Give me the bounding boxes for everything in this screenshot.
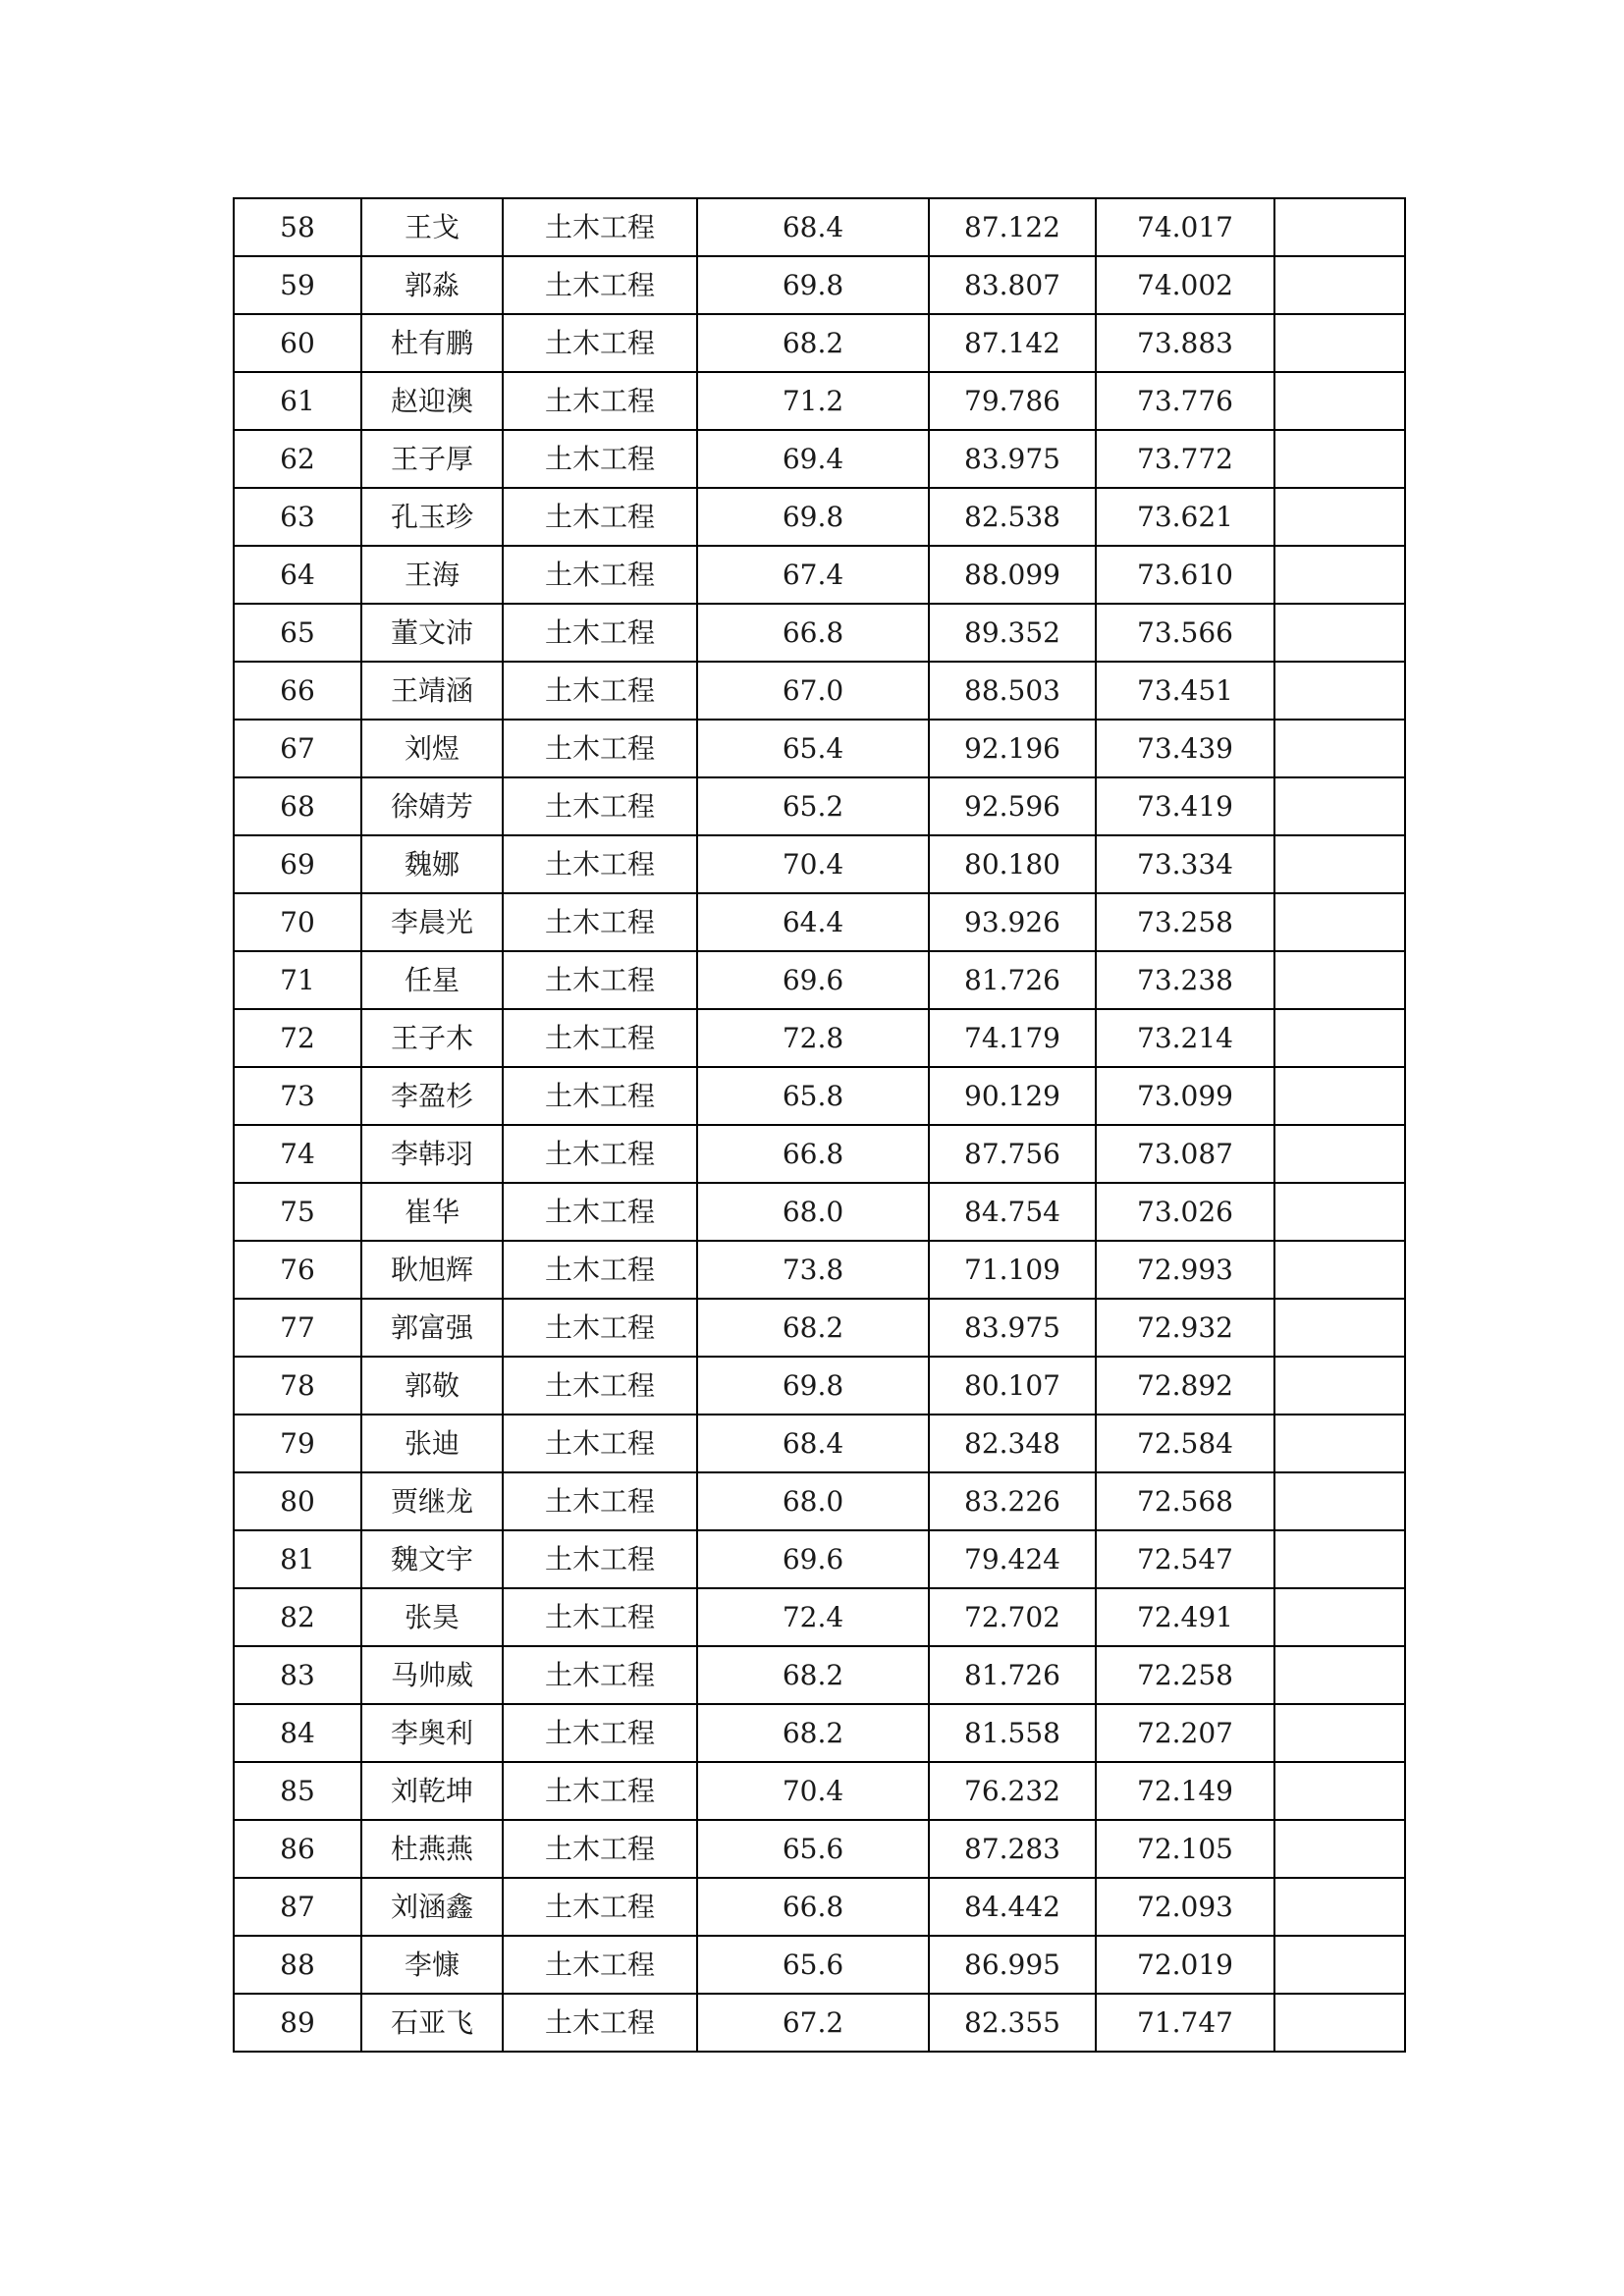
score-1-cell: 71.2 bbox=[697, 372, 929, 430]
score-1-cell: 72.8 bbox=[697, 1009, 929, 1067]
name-cell: 石亚飞 bbox=[361, 1994, 503, 2052]
note-cell bbox=[1274, 314, 1405, 372]
name-cell: 孔玉珍 bbox=[361, 488, 503, 546]
name-cell: 任星 bbox=[361, 951, 503, 1009]
score-2-cell: 83.226 bbox=[929, 1472, 1096, 1530]
major-cell: 土木工程 bbox=[503, 372, 697, 430]
table-row bbox=[234, 835, 1405, 893]
total-score-cell: 73.026 bbox=[1096, 1183, 1274, 1241]
total-score-cell: 73.419 bbox=[1096, 777, 1274, 835]
major-cell: 土木工程 bbox=[503, 1878, 697, 1936]
note-cell bbox=[1274, 1183, 1405, 1241]
major-cell: 土木工程 bbox=[503, 1183, 697, 1241]
score-2-cell: 86.995 bbox=[929, 1936, 1096, 1994]
name-cell: 崔华 bbox=[361, 1183, 503, 1241]
score-1-cell: 67.0 bbox=[697, 662, 929, 720]
total-score-cell: 72.093 bbox=[1096, 1878, 1274, 1936]
score-2-cell: 92.596 bbox=[929, 777, 1096, 835]
note-cell bbox=[1274, 1357, 1405, 1415]
row-number-cell: 68 bbox=[234, 777, 361, 835]
table-row bbox=[234, 720, 1405, 777]
score-2-cell: 80.107 bbox=[929, 1357, 1096, 1415]
table-row bbox=[234, 198, 1405, 256]
note-cell bbox=[1274, 1704, 1405, 1762]
score-1-cell: 65.4 bbox=[697, 720, 929, 777]
table-row bbox=[234, 604, 1405, 662]
note-cell bbox=[1274, 1820, 1405, 1878]
row-number-cell: 60 bbox=[234, 314, 361, 372]
major-cell: 土木工程 bbox=[503, 1299, 697, 1357]
note-cell bbox=[1274, 951, 1405, 1009]
row-number-cell: 79 bbox=[234, 1415, 361, 1472]
name-cell: 张迪 bbox=[361, 1415, 503, 1472]
name-cell: 魏文宇 bbox=[361, 1530, 503, 1588]
total-score-cell: 73.451 bbox=[1096, 662, 1274, 720]
name-cell: 杜燕燕 bbox=[361, 1820, 503, 1878]
score-1-cell: 73.8 bbox=[697, 1241, 929, 1299]
note-cell bbox=[1274, 1530, 1405, 1588]
table-row bbox=[234, 1994, 1405, 2052]
score-2-cell: 82.348 bbox=[929, 1415, 1096, 1472]
score-2-cell: 84.754 bbox=[929, 1183, 1096, 1241]
table-row bbox=[234, 1530, 1405, 1588]
major-cell: 土木工程 bbox=[503, 1357, 697, 1415]
name-cell: 耿旭辉 bbox=[361, 1241, 503, 1299]
row-number-cell: 61 bbox=[234, 372, 361, 430]
score-table bbox=[233, 197, 1406, 2053]
score-1-cell: 70.4 bbox=[697, 1762, 929, 1820]
major-cell: 土木工程 bbox=[503, 893, 697, 951]
score-1-cell: 69.4 bbox=[697, 430, 929, 488]
row-number-cell: 77 bbox=[234, 1299, 361, 1357]
name-cell: 李盈杉 bbox=[361, 1067, 503, 1125]
major-cell: 土木工程 bbox=[503, 1530, 697, 1588]
score-1-cell: 69.8 bbox=[697, 256, 929, 314]
row-number-cell: 86 bbox=[234, 1820, 361, 1878]
score-1-cell: 67.4 bbox=[697, 546, 929, 604]
row-number-cell: 83 bbox=[234, 1646, 361, 1704]
name-cell: 李奥利 bbox=[361, 1704, 503, 1762]
row-number-cell: 71 bbox=[234, 951, 361, 1009]
score-2-cell: 87.122 bbox=[929, 198, 1096, 256]
major-cell: 土木工程 bbox=[503, 1936, 697, 1994]
total-score-cell: 74.017 bbox=[1096, 198, 1274, 256]
table-row bbox=[234, 1125, 1405, 1183]
row-number-cell: 64 bbox=[234, 546, 361, 604]
major-cell: 土木工程 bbox=[503, 604, 697, 662]
table-row bbox=[234, 1009, 1405, 1067]
name-cell: 刘涵鑫 bbox=[361, 1878, 503, 1936]
table-row bbox=[234, 546, 1405, 604]
name-cell: 徐婧芳 bbox=[361, 777, 503, 835]
score-2-cell: 71.109 bbox=[929, 1241, 1096, 1299]
total-score-cell: 74.002 bbox=[1096, 256, 1274, 314]
score-2-cell: 80.180 bbox=[929, 835, 1096, 893]
score-2-cell: 88.099 bbox=[929, 546, 1096, 604]
table-row bbox=[234, 1646, 1405, 1704]
note-cell bbox=[1274, 1125, 1405, 1183]
row-number-cell: 59 bbox=[234, 256, 361, 314]
total-score-cell: 72.547 bbox=[1096, 1530, 1274, 1588]
score-2-cell: 87.142 bbox=[929, 314, 1096, 372]
score-1-cell: 68.2 bbox=[697, 1646, 929, 1704]
score-2-cell: 81.558 bbox=[929, 1704, 1096, 1762]
score-2-cell: 76.232 bbox=[929, 1762, 1096, 1820]
total-score-cell: 73.258 bbox=[1096, 893, 1274, 951]
score-2-cell: 72.702 bbox=[929, 1588, 1096, 1646]
row-number-cell: 85 bbox=[234, 1762, 361, 1820]
note-cell bbox=[1274, 1994, 1405, 2052]
name-cell: 李慷 bbox=[361, 1936, 503, 1994]
row-number-cell: 69 bbox=[234, 835, 361, 893]
total-score-cell: 73.087 bbox=[1096, 1125, 1274, 1183]
major-cell: 土木工程 bbox=[503, 198, 697, 256]
note-cell bbox=[1274, 546, 1405, 604]
table-row bbox=[234, 1704, 1405, 1762]
table-row bbox=[234, 1241, 1405, 1299]
table-row bbox=[234, 1183, 1405, 1241]
major-cell: 土木工程 bbox=[503, 430, 697, 488]
total-score-cell: 73.439 bbox=[1096, 720, 1274, 777]
name-cell: 赵迎澳 bbox=[361, 372, 503, 430]
major-cell: 土木工程 bbox=[503, 662, 697, 720]
total-score-cell: 73.238 bbox=[1096, 951, 1274, 1009]
row-number-cell: 81 bbox=[234, 1530, 361, 1588]
row-number-cell: 66 bbox=[234, 662, 361, 720]
name-cell: 李韩羽 bbox=[361, 1125, 503, 1183]
note-cell bbox=[1274, 662, 1405, 720]
note-cell bbox=[1274, 1009, 1405, 1067]
note-cell bbox=[1274, 720, 1405, 777]
table-row bbox=[234, 777, 1405, 835]
total-score-cell: 72.207 bbox=[1096, 1704, 1274, 1762]
row-number-cell: 76 bbox=[234, 1241, 361, 1299]
score-1-cell: 68.0 bbox=[697, 1472, 929, 1530]
major-cell: 土木工程 bbox=[503, 1125, 697, 1183]
note-cell bbox=[1274, 1588, 1405, 1646]
score-2-cell: 87.283 bbox=[929, 1820, 1096, 1878]
table-row bbox=[234, 1878, 1405, 1936]
table-row bbox=[234, 1762, 1405, 1820]
row-number-cell: 88 bbox=[234, 1936, 361, 1994]
score-1-cell: 69.8 bbox=[697, 1357, 929, 1415]
score-2-cell: 87.756 bbox=[929, 1125, 1096, 1183]
total-score-cell: 72.258 bbox=[1096, 1646, 1274, 1704]
table-row bbox=[234, 951, 1405, 1009]
major-cell: 土木工程 bbox=[503, 1588, 697, 1646]
row-number-cell: 80 bbox=[234, 1472, 361, 1530]
row-number-cell: 75 bbox=[234, 1183, 361, 1241]
score-2-cell: 79.424 bbox=[929, 1530, 1096, 1588]
note-cell bbox=[1274, 1299, 1405, 1357]
major-cell: 土木工程 bbox=[503, 314, 697, 372]
score-2-cell: 83.975 bbox=[929, 430, 1096, 488]
score-2-cell: 93.926 bbox=[929, 893, 1096, 951]
name-cell: 郭淼 bbox=[361, 256, 503, 314]
name-cell: 王靖涵 bbox=[361, 662, 503, 720]
note-cell bbox=[1274, 604, 1405, 662]
score-2-cell: 83.807 bbox=[929, 256, 1096, 314]
table-row bbox=[234, 662, 1405, 720]
major-cell: 土木工程 bbox=[503, 777, 697, 835]
score-1-cell: 65.6 bbox=[697, 1820, 929, 1878]
note-cell bbox=[1274, 1241, 1405, 1299]
total-score-cell: 72.892 bbox=[1096, 1357, 1274, 1415]
table-row bbox=[234, 314, 1405, 372]
major-cell: 土木工程 bbox=[503, 1241, 697, 1299]
major-cell: 土木工程 bbox=[503, 1762, 697, 1820]
name-cell: 刘乾坤 bbox=[361, 1762, 503, 1820]
score-2-cell: 92.196 bbox=[929, 720, 1096, 777]
row-number-cell: 58 bbox=[234, 198, 361, 256]
table-row bbox=[234, 1588, 1405, 1646]
score-2-cell: 90.129 bbox=[929, 1067, 1096, 1125]
total-score-cell: 73.621 bbox=[1096, 488, 1274, 546]
major-cell: 土木工程 bbox=[503, 546, 697, 604]
major-cell: 土木工程 bbox=[503, 951, 697, 1009]
name-cell: 刘煜 bbox=[361, 720, 503, 777]
table-row bbox=[234, 372, 1405, 430]
total-score-cell: 73.776 bbox=[1096, 372, 1274, 430]
score-2-cell: 89.352 bbox=[929, 604, 1096, 662]
name-cell: 魏娜 bbox=[361, 835, 503, 893]
score-1-cell: 65.2 bbox=[697, 777, 929, 835]
row-number-cell: 67 bbox=[234, 720, 361, 777]
note-cell bbox=[1274, 1762, 1405, 1820]
total-score-cell: 72.993 bbox=[1096, 1241, 1274, 1299]
note-cell bbox=[1274, 1936, 1405, 1994]
score-1-cell: 69.8 bbox=[697, 488, 929, 546]
name-cell: 贾继龙 bbox=[361, 1472, 503, 1530]
table-row bbox=[234, 1472, 1405, 1530]
row-number-cell: 87 bbox=[234, 1878, 361, 1936]
score-1-cell: 68.2 bbox=[697, 1704, 929, 1762]
score-1-cell: 68.0 bbox=[697, 1183, 929, 1241]
row-number-cell: 82 bbox=[234, 1588, 361, 1646]
total-score-cell: 73.214 bbox=[1096, 1009, 1274, 1067]
name-cell: 王子厚 bbox=[361, 430, 503, 488]
score-1-cell: 69.6 bbox=[697, 1530, 929, 1588]
major-cell: 土木工程 bbox=[503, 1820, 697, 1878]
table-row bbox=[234, 1357, 1405, 1415]
score-2-cell: 81.726 bbox=[929, 1646, 1096, 1704]
total-score-cell: 72.568 bbox=[1096, 1472, 1274, 1530]
score-1-cell: 65.8 bbox=[697, 1067, 929, 1125]
total-score-cell: 73.610 bbox=[1096, 546, 1274, 604]
note-cell bbox=[1274, 1878, 1405, 1936]
row-number-cell: 72 bbox=[234, 1009, 361, 1067]
major-cell: 土木工程 bbox=[503, 1704, 697, 1762]
major-cell: 土木工程 bbox=[503, 1067, 697, 1125]
row-number-cell: 78 bbox=[234, 1357, 361, 1415]
note-cell bbox=[1274, 1067, 1405, 1125]
score-2-cell: 84.442 bbox=[929, 1878, 1096, 1936]
note-cell bbox=[1274, 1472, 1405, 1530]
total-score-cell: 73.883 bbox=[1096, 314, 1274, 372]
score-1-cell: 67.2 bbox=[697, 1994, 929, 2052]
score-table-body bbox=[234, 198, 1405, 2052]
total-score-cell: 72.019 bbox=[1096, 1936, 1274, 1994]
score-1-cell: 68.4 bbox=[697, 198, 929, 256]
score-1-cell: 69.6 bbox=[697, 951, 929, 1009]
name-cell: 郭富强 bbox=[361, 1299, 503, 1357]
name-cell: 郭敬 bbox=[361, 1357, 503, 1415]
note-cell bbox=[1274, 777, 1405, 835]
row-number-cell: 73 bbox=[234, 1067, 361, 1125]
score-2-cell: 83.975 bbox=[929, 1299, 1096, 1357]
major-cell: 土木工程 bbox=[503, 720, 697, 777]
score-2-cell: 88.503 bbox=[929, 662, 1096, 720]
score-2-cell: 82.355 bbox=[929, 1994, 1096, 2052]
table-row bbox=[234, 488, 1405, 546]
note-cell bbox=[1274, 1646, 1405, 1704]
score-1-cell: 68.2 bbox=[697, 314, 929, 372]
total-score-cell: 73.772 bbox=[1096, 430, 1274, 488]
major-cell: 土木工程 bbox=[503, 1415, 697, 1472]
major-cell: 土木工程 bbox=[503, 1994, 697, 2052]
score-2-cell: 79.786 bbox=[929, 372, 1096, 430]
name-cell: 王海 bbox=[361, 546, 503, 604]
row-number-cell: 63 bbox=[234, 488, 361, 546]
major-cell: 土木工程 bbox=[503, 1009, 697, 1067]
name-cell: 董文沛 bbox=[361, 604, 503, 662]
score-1-cell: 68.2 bbox=[697, 1299, 929, 1357]
name-cell: 张昊 bbox=[361, 1588, 503, 1646]
note-cell bbox=[1274, 488, 1405, 546]
major-cell: 土木工程 bbox=[503, 488, 697, 546]
name-cell: 马帅威 bbox=[361, 1646, 503, 1704]
row-number-cell: 89 bbox=[234, 1994, 361, 2052]
row-number-cell: 74 bbox=[234, 1125, 361, 1183]
note-cell bbox=[1274, 1415, 1405, 1472]
total-score-cell: 73.334 bbox=[1096, 835, 1274, 893]
name-cell: 李晨光 bbox=[361, 893, 503, 951]
table-row bbox=[234, 430, 1405, 488]
score-1-cell: 65.6 bbox=[697, 1936, 929, 1994]
score-1-cell: 64.4 bbox=[697, 893, 929, 951]
table-row bbox=[234, 893, 1405, 951]
note-cell bbox=[1274, 430, 1405, 488]
table-row bbox=[234, 256, 1405, 314]
total-score-cell: 72.149 bbox=[1096, 1762, 1274, 1820]
score-1-cell: 66.8 bbox=[697, 604, 929, 662]
note-cell bbox=[1274, 372, 1405, 430]
note-cell bbox=[1274, 256, 1405, 314]
name-cell: 王子木 bbox=[361, 1009, 503, 1067]
name-cell: 杜有鹏 bbox=[361, 314, 503, 372]
table-row bbox=[234, 1936, 1405, 1994]
major-cell: 土木工程 bbox=[503, 1646, 697, 1704]
name-cell: 王戈 bbox=[361, 198, 503, 256]
total-score-cell: 72.584 bbox=[1096, 1415, 1274, 1472]
score-1-cell: 66.8 bbox=[697, 1878, 929, 1936]
score-1-cell: 68.4 bbox=[697, 1415, 929, 1472]
score-1-cell: 70.4 bbox=[697, 835, 929, 893]
total-score-cell: 73.566 bbox=[1096, 604, 1274, 662]
table-row bbox=[234, 1820, 1405, 1878]
score-2-cell: 74.179 bbox=[929, 1009, 1096, 1067]
row-number-cell: 70 bbox=[234, 893, 361, 951]
score-1-cell: 66.8 bbox=[697, 1125, 929, 1183]
table-row bbox=[234, 1415, 1405, 1472]
note-cell bbox=[1274, 893, 1405, 951]
row-number-cell: 65 bbox=[234, 604, 361, 662]
row-number-cell: 62 bbox=[234, 430, 361, 488]
total-score-cell: 72.932 bbox=[1096, 1299, 1274, 1357]
score-2-cell: 82.538 bbox=[929, 488, 1096, 546]
total-score-cell: 73.099 bbox=[1096, 1067, 1274, 1125]
total-score-cell: 72.491 bbox=[1096, 1588, 1274, 1646]
note-cell bbox=[1274, 835, 1405, 893]
score-2-cell: 81.726 bbox=[929, 951, 1096, 1009]
major-cell: 土木工程 bbox=[503, 256, 697, 314]
table-row bbox=[234, 1299, 1405, 1357]
total-score-cell: 71.747 bbox=[1096, 1994, 1274, 2052]
total-score-cell: 72.105 bbox=[1096, 1820, 1274, 1878]
note-cell bbox=[1274, 198, 1405, 256]
row-number-cell: 84 bbox=[234, 1704, 361, 1762]
major-cell: 土木工程 bbox=[503, 1472, 697, 1530]
major-cell: 土木工程 bbox=[503, 835, 697, 893]
table-row bbox=[234, 1067, 1405, 1125]
score-1-cell: 72.4 bbox=[697, 1588, 929, 1646]
